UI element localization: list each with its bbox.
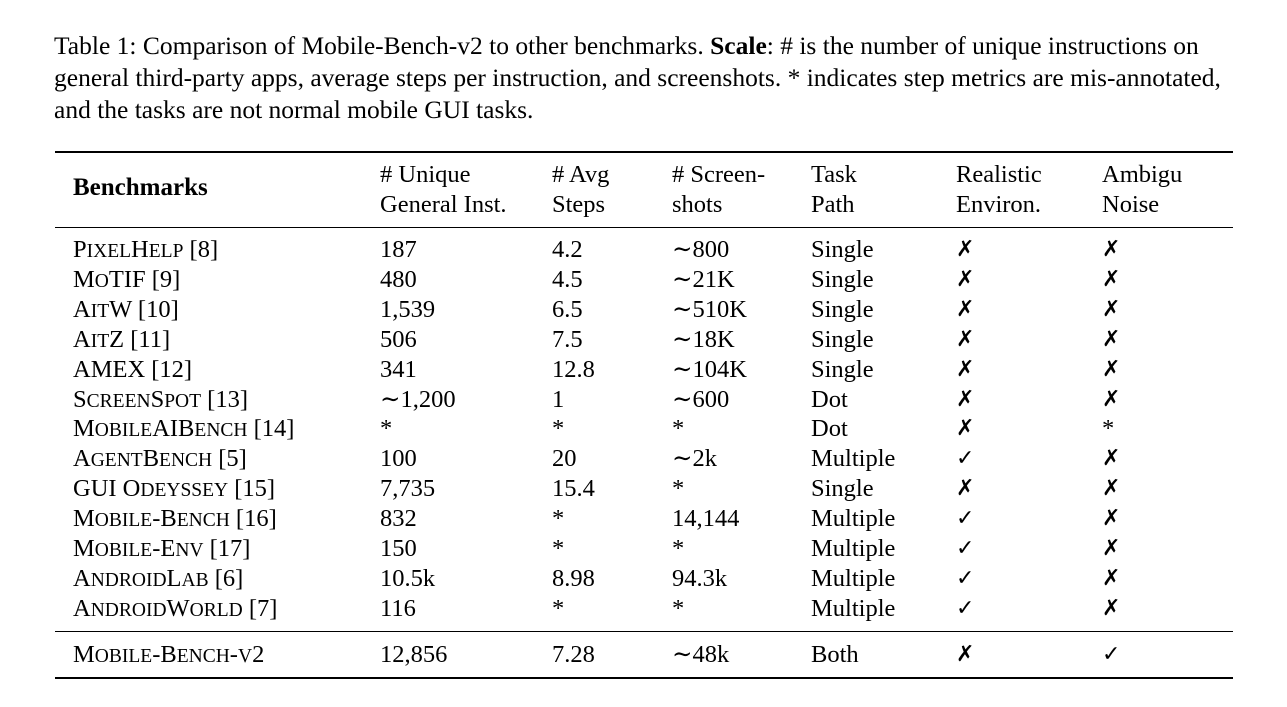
- benchmark-ref: [5]: [212, 445, 247, 473]
- benchmark-name: [73, 640, 264, 672]
- benchmark-name: [73, 355, 192, 385]
- avg-steps-cell: 15.4: [552, 475, 595, 503]
- avg-steps-cell: 7.28: [552, 641, 595, 668]
- cross-mark-icon: ✗: [956, 296, 975, 322]
- benchmark-name-text: GUI ODEYSSEY: [73, 475, 229, 503]
- benchmark-ref: [10]: [131, 295, 179, 323]
- screenshots-cell: *: [672, 594, 685, 622]
- task-path-cell: Single: [811, 295, 874, 323]
- screenshots-cell: *: [672, 535, 685, 562]
- cross-mark-icon: ✗: [1102, 296, 1121, 322]
- table-row: [0, 504, 1287, 534]
- task-path-cell: Single: [811, 475, 874, 503]
- benchmark-name: [73, 325, 170, 357]
- task-path-cell: Single: [811, 265, 874, 293]
- cross-mark-icon: ✗: [1102, 536, 1121, 561]
- benchmark-ref: [14]: [247, 415, 295, 443]
- check-mark-icon: ✓: [956, 565, 975, 591]
- benchmark-name-text: MOBILE-BENCH: [73, 505, 230, 533]
- benchmark-name: [73, 564, 243, 596]
- benchmark-name-text: PIXELHELP: [73, 236, 184, 263]
- benchmark-ref: [8]: [183, 236, 219, 263]
- cross-mark-icon: ✗: [1102, 476, 1121, 502]
- avg-steps-cell: 12.8: [552, 355, 595, 383]
- benchmark-name-text: MOBILE-BENCH-V2: [73, 641, 265, 668]
- benchmark-ref: [13]: [201, 385, 248, 413]
- benchmark-ref: [11]: [124, 325, 171, 353]
- screenshots-cell: ∼510K: [672, 295, 747, 323]
- avg-steps-cell: *: [552, 505, 565, 533]
- cross-mark-icon: ✗: [1102, 506, 1121, 532]
- cross-mark-icon: ✗: [1102, 565, 1121, 591]
- benchmark-name: [73, 385, 248, 417]
- table-caption: [54, 30, 1234, 126]
- table-row: [0, 295, 1287, 325]
- cross-mark-icon: ✗: [956, 642, 975, 667]
- top-rule: [55, 151, 1233, 153]
- benchmark-name-text: MOTIF: [73, 265, 146, 293]
- avg-steps-cell: 1: [552, 385, 565, 413]
- benchmark-ref: [7]: [242, 594, 278, 622]
- unique-inst-cell: ∼1,200: [380, 385, 456, 413]
- mid-rule: [55, 631, 1233, 632]
- screenshots-cell: ∼800: [672, 236, 730, 263]
- benchmark-name-text: AMEX: [73, 355, 146, 383]
- benchmark-name: [73, 265, 180, 297]
- avg-steps-cell: 8.98: [552, 564, 595, 592]
- header-unique-inst: # Unique General Inst.: [380, 161, 507, 218]
- task-path-cell: Both: [811, 641, 859, 668]
- caption-prefix: Table 1: Comparison of Mobile-Bench-v2 to other benchmarks.: [54, 31, 711, 60]
- header-ambigu-noise: Ambigu Noise: [1102, 161, 1183, 218]
- header-task-path: Task Path: [811, 161, 857, 218]
- table-row: [0, 474, 1287, 504]
- task-path-cell: Multiple: [811, 445, 896, 473]
- task-path-cell: Single: [811, 355, 874, 383]
- table-row: [0, 444, 1287, 474]
- task-path-cell: Single: [811, 325, 874, 353]
- unique-inst-cell: 480: [380, 265, 417, 293]
- benchmark-ref: [16]: [229, 505, 277, 533]
- header-benchmarks: Benchmarks: [73, 174, 208, 201]
- task-path-cell: Multiple: [811, 505, 896, 533]
- cross-mark-icon: ✗: [1102, 326, 1121, 352]
- benchmark-name-text: SCREENSPOT: [73, 385, 202, 413]
- benchmark-name: [73, 504, 277, 536]
- unique-inst-cell: 506: [380, 325, 417, 353]
- screenshots-cell: ∼2k: [672, 445, 718, 473]
- unique-inst-cell: 832: [380, 505, 417, 533]
- benchmark-name-text: MOBILEAIBENCH: [73, 415, 248, 443]
- benchmark-name-text: MOBILE-ENV: [73, 535, 204, 562]
- caption-rest: : # is the number of unique instructions on general third-party apps, average steps per instruction, and screenshots. * indicates step metrics are mis-annotated, and the tasks are not normal mobile GUI tasks.: [54, 31, 1221, 124]
- avg-steps-cell: *: [552, 594, 565, 622]
- unique-inst-cell: 341: [380, 355, 417, 383]
- screenshots-cell: ∼21K: [672, 265, 735, 293]
- screenshots-cell: 94.3k: [672, 564, 728, 592]
- unique-inst-cell: 1,539: [380, 295, 436, 323]
- screenshots-cell: ∼104K: [672, 355, 747, 383]
- header-rule: [55, 227, 1233, 228]
- cross-mark-icon: ✗: [1102, 266, 1121, 292]
- screenshots-cell: ∼48k: [672, 641, 730, 668]
- cross-mark-icon: ✗: [1102, 446, 1121, 472]
- cross-mark-icon: ✗: [1102, 356, 1121, 382]
- table-row: [0, 564, 1287, 594]
- table-row: [0, 414, 1287, 444]
- benchmark-name: [73, 235, 218, 267]
- unique-inst-cell: 10.5k: [380, 564, 436, 592]
- benchmark-ref: [15]: [228, 475, 276, 503]
- cross-mark-icon: ✗: [956, 476, 975, 502]
- task-path-cell: Multiple: [811, 535, 896, 562]
- benchmark-ref: [12]: [145, 355, 193, 383]
- caption-bold-scale: Scale: [710, 31, 767, 60]
- unique-inst-cell: 116: [380, 594, 416, 622]
- screenshots-cell: *: [672, 415, 685, 443]
- bottom-rule: [55, 677, 1233, 679]
- unique-inst-cell: 12,856: [380, 641, 448, 668]
- cross-mark-icon: ✗: [1102, 386, 1121, 412]
- avg-steps-cell: 4.2: [552, 236, 583, 263]
- cross-mark-icon: ✗: [956, 416, 975, 442]
- cross-mark-icon: ✗: [956, 237, 975, 262]
- task-path-cell: Multiple: [811, 594, 896, 622]
- unique-inst-cell: 187: [380, 236, 417, 263]
- task-path-cell: Dot: [811, 385, 848, 413]
- screenshots-cell: *: [672, 475, 685, 503]
- task-path-cell: Multiple: [811, 564, 896, 592]
- benchmark-ref: [6]: [208, 564, 244, 592]
- unique-inst-cell: *: [380, 415, 393, 443]
- benchmark-ref: [17]: [203, 535, 251, 562]
- avg-steps-cell: *: [552, 415, 565, 443]
- table-row: [0, 640, 1287, 670]
- benchmark-name-text: ANDROIDLAB: [73, 564, 209, 592]
- benchmark-name: [73, 295, 179, 327]
- avg-steps-cell: *: [552, 535, 565, 562]
- benchmark-name-text: AGENTBENCH: [73, 445, 213, 473]
- benchmark-name: [73, 474, 275, 506]
- cross-mark-icon: ✗: [1102, 595, 1121, 621]
- screenshots-cell: ∼18K: [672, 325, 735, 353]
- task-path-cell: Single: [811, 236, 874, 263]
- check-mark-icon: ✓: [956, 595, 975, 621]
- table-row: [0, 265, 1287, 295]
- cross-mark-icon: ✗: [956, 386, 975, 412]
- check-mark-icon: ✓: [956, 506, 975, 532]
- table-row: [0, 325, 1287, 355]
- header-screenshots: # Screen- shots: [672, 161, 766, 218]
- screenshots-cell: 14,144: [672, 505, 740, 533]
- benchmark-name-text: ANDROIDWORLD: [73, 594, 243, 622]
- benchmark-name: [73, 444, 247, 476]
- header-avg-steps: # Avg Steps: [552, 161, 610, 218]
- unique-inst-cell: 100: [380, 445, 417, 473]
- cross-mark-icon: ✗: [1102, 237, 1121, 262]
- table-row: [0, 534, 1287, 564]
- cross-mark-icon: ✗: [956, 266, 975, 292]
- noise-cell: *: [1102, 415, 1115, 443]
- avg-steps-cell: 20: [552, 445, 577, 473]
- avg-steps-cell: 7.5: [552, 325, 583, 353]
- unique-inst-cell: 7,735: [380, 475, 436, 503]
- benchmark-ref: [9]: [145, 265, 181, 293]
- benchmark-name: [73, 414, 294, 446]
- check-mark-icon: ✓: [956, 536, 975, 561]
- header-realistic-environ: Realistic Environ.: [956, 161, 1042, 218]
- benchmark-name: [73, 534, 250, 566]
- avg-steps-cell: 4.5: [552, 265, 583, 293]
- table-row: [0, 594, 1287, 624]
- benchmark-name-text: AITW: [73, 295, 132, 323]
- table-row: [0, 355, 1287, 385]
- unique-inst-cell: 150: [380, 535, 417, 562]
- table-row: [0, 235, 1287, 265]
- cross-mark-icon: ✗: [956, 356, 975, 382]
- benchmark-name-text: AITZ: [73, 325, 125, 353]
- cross-mark-icon: ✗: [956, 326, 975, 352]
- task-path-cell: Dot: [811, 415, 848, 443]
- screenshots-cell: ∼600: [672, 385, 730, 413]
- check-mark-icon: ✓: [956, 446, 975, 472]
- check-mark-icon: ✓: [1102, 642, 1121, 667]
- benchmark-name: [73, 594, 277, 626]
- table-row: [0, 385, 1287, 415]
- avg-steps-cell: 6.5: [552, 295, 583, 323]
